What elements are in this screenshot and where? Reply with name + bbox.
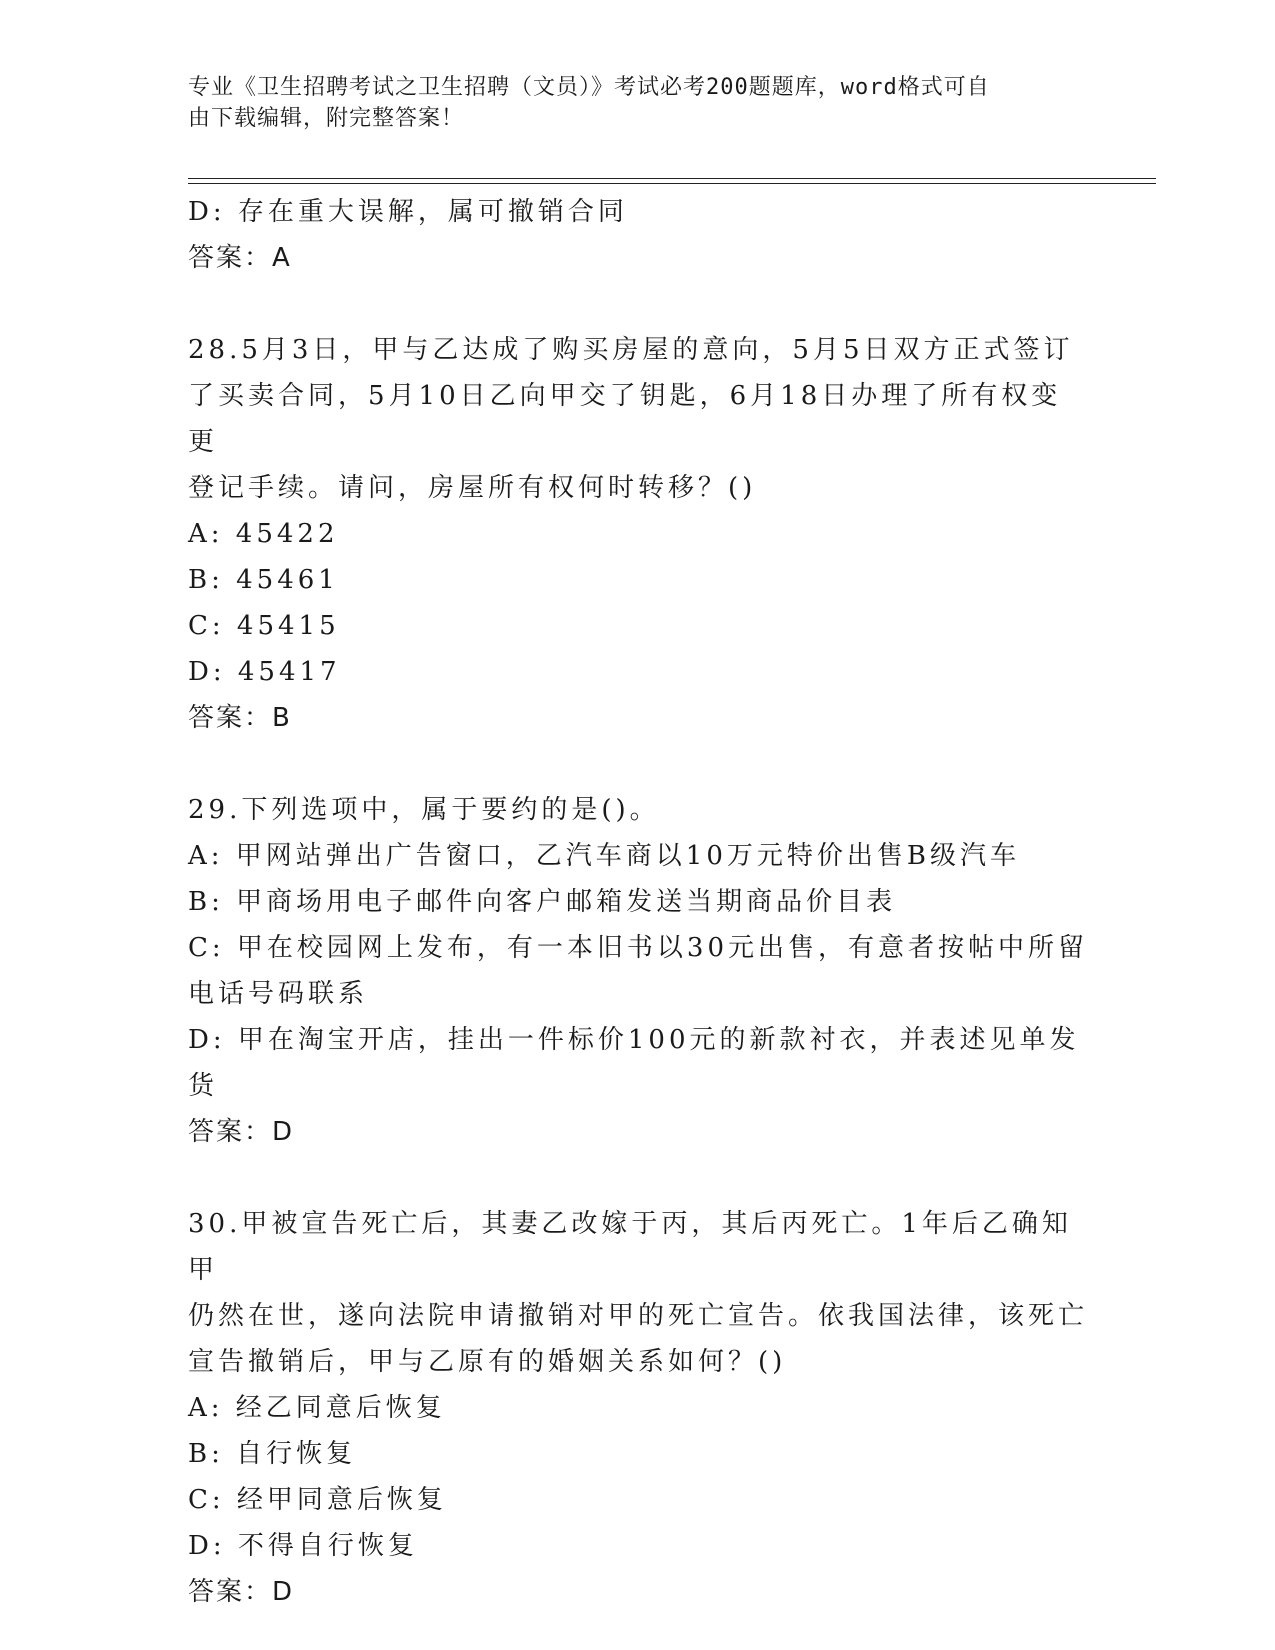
question-stem-line: 28.5月3日，甲与乙达成了购买房屋的意向，5月5日双方正式签订 [188, 335, 1074, 365]
question-stem-line: 29.下列选项中，属于要约的是()。 [188, 795, 660, 825]
question-stem-line: 30.甲被宣告死亡后，其妻乙改嫁于丙，其后丙死亡。1年后乙确知甲 [188, 1209, 1072, 1285]
question-stem-line: 宣告撤销后，甲与乙原有的婚姻关系如何？() [188, 1347, 787, 1377]
option-d: D: 不得自行恢复 [188, 1531, 418, 1561]
document-header [188, 72, 1068, 134]
spacer [188, 1155, 1088, 1201]
question-28 [188, 327, 1088, 741]
option-c: C: 甲在校园网上发布，有一本旧书以30元出售，有意者按帖中所留 [188, 933, 1089, 963]
option-d: D: 甲在淘宝开店，挂出一件标价100元的新款衬衣，并表述见单发货 [188, 1025, 1080, 1101]
question-stem-line: 登记手续。请问，房屋所有权何时转移？() [188, 473, 757, 503]
question-stem-line: 了买卖合同，5月10日乙向甲交了钥匙，6月18日办理了所有权变更 [188, 381, 1062, 457]
option-d: D: 存在重大误解，属可撤销合同 [188, 197, 628, 227]
answer-line: 答案：D [188, 1577, 295, 1607]
spacer [188, 281, 1088, 327]
spacer [188, 741, 1088, 787]
answer-line: 答案：A [188, 243, 292, 273]
option-a: A: 45422 [188, 519, 339, 549]
option-b: B: 甲商场用电子邮件向客户邮箱发送当期商品价目表 [188, 887, 897, 917]
option-a: A: 经乙同意后恢复 [188, 1393, 446, 1423]
question-30 [188, 1201, 1088, 1615]
header-divider-bottom [188, 183, 1156, 184]
header-line-2: 由下载编辑，附完整答案！ [188, 106, 465, 131]
option-d: D: 45417 [188, 657, 341, 687]
previous-question-tail [188, 189, 1088, 281]
answer-line: 答案：D [188, 1117, 295, 1147]
option-b: B: 自行恢复 [188, 1439, 357, 1469]
option-c: C: 45415 [188, 611, 340, 641]
option-c-continued: 电话号码联系 [188, 979, 369, 1009]
header-divider-top [188, 178, 1156, 179]
answer-line: 答案：B [188, 703, 292, 733]
header-line-1: 专业《卫生招聘考试之卫生招聘（文员）》考试必考200题题库，word格式可自 [188, 75, 990, 100]
option-a: A: 甲网站弹出广告窗口，乙汽车商以10万元特价出售B级汽车 [188, 841, 1020, 871]
question-content [188, 189, 1088, 1615]
option-b: B: 45461 [188, 565, 339, 595]
question-stem-line: 仍然在世，遂向法院申请撤销对甲的死亡宣告。依我国法律，该死亡 [188, 1301, 1089, 1331]
option-c: C: 经甲同意后恢复 [188, 1485, 447, 1515]
question-29 [188, 787, 1088, 1155]
